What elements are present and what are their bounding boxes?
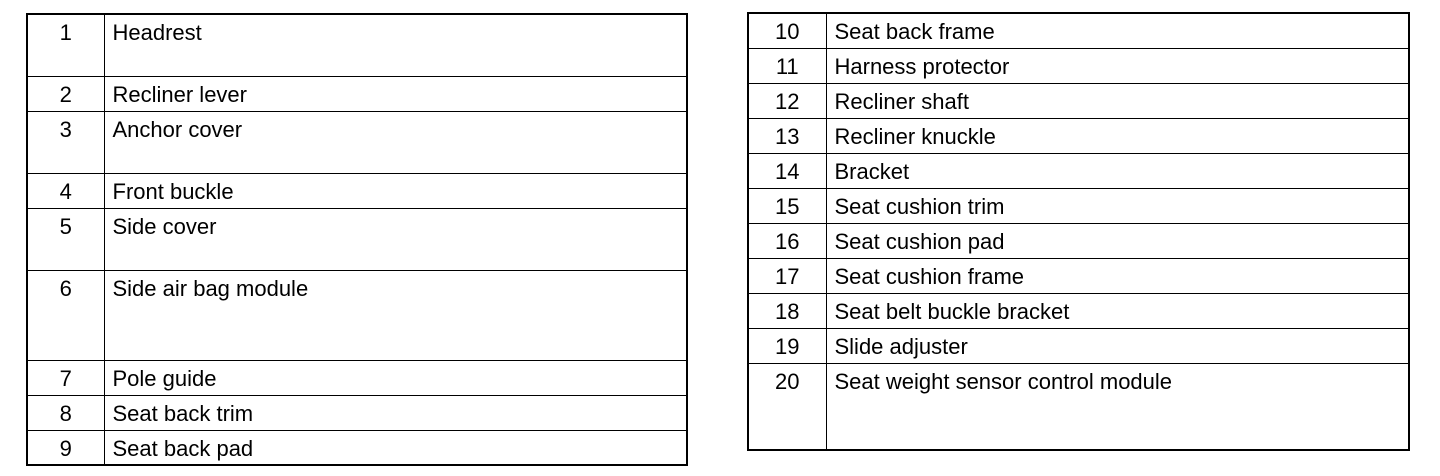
table-row (27, 270, 687, 360)
part-name: Seat weight sensor control module (826, 363, 1409, 450)
parts-table-right (747, 12, 1410, 451)
part-name: Headrest (104, 14, 687, 76)
part-number: 9 (27, 430, 104, 465)
table-row (748, 153, 1409, 188)
table-row (748, 293, 1409, 328)
part-number: 6 (27, 270, 104, 360)
part-name: Seat back pad (104, 430, 687, 465)
table-row (748, 363, 1409, 450)
part-name: Anchor cover (104, 111, 687, 173)
part-number: 2 (27, 76, 104, 111)
part-number: 7 (27, 360, 104, 395)
part-number: 11 (748, 48, 826, 83)
part-name: Side cover (104, 208, 687, 270)
part-name: Seat back trim (104, 395, 687, 430)
part-name: Pole guide (104, 360, 687, 395)
part-name: Seat cushion trim (826, 188, 1409, 223)
part-number: 8 (27, 395, 104, 430)
part-number: 5 (27, 208, 104, 270)
table-row (748, 223, 1409, 258)
part-number: 14 (748, 153, 826, 188)
part-number: 20 (748, 363, 826, 450)
table-row (748, 48, 1409, 83)
part-number: 1 (27, 14, 104, 76)
part-name: Recliner shaft (826, 83, 1409, 118)
table-row (748, 83, 1409, 118)
parts-table-left (26, 13, 688, 466)
table-row (748, 258, 1409, 293)
table-row (27, 14, 687, 76)
part-number: 12 (748, 83, 826, 118)
table-row (27, 395, 687, 430)
part-name: Harness protector (826, 48, 1409, 83)
table-row (748, 188, 1409, 223)
part-name: Slide adjuster (826, 328, 1409, 363)
table-row (27, 430, 687, 465)
part-name: Seat belt buckle bracket (826, 293, 1409, 328)
part-name: Seat back frame (826, 13, 1409, 48)
part-number: 16 (748, 223, 826, 258)
part-name: Seat cushion frame (826, 258, 1409, 293)
part-number: 4 (27, 173, 104, 208)
table-row (27, 208, 687, 270)
part-number: 17 (748, 258, 826, 293)
part-name: Recliner knuckle (826, 118, 1409, 153)
part-number: 18 (748, 293, 826, 328)
part-number: 3 (27, 111, 104, 173)
table-row (748, 118, 1409, 153)
table-row (27, 360, 687, 395)
part-name: Front buckle (104, 173, 687, 208)
table-row (27, 173, 687, 208)
part-name: Recliner lever (104, 76, 687, 111)
part-number: 19 (748, 328, 826, 363)
table-row (748, 13, 1409, 48)
part-name: Side air bag module (104, 270, 687, 360)
part-name: Seat cushion pad (826, 223, 1409, 258)
table-row (27, 111, 687, 173)
part-number: 10 (748, 13, 826, 48)
part-number: 15 (748, 188, 826, 223)
table-row (27, 76, 687, 111)
part-name: Bracket (826, 153, 1409, 188)
table-row (748, 328, 1409, 363)
part-number: 13 (748, 118, 826, 153)
